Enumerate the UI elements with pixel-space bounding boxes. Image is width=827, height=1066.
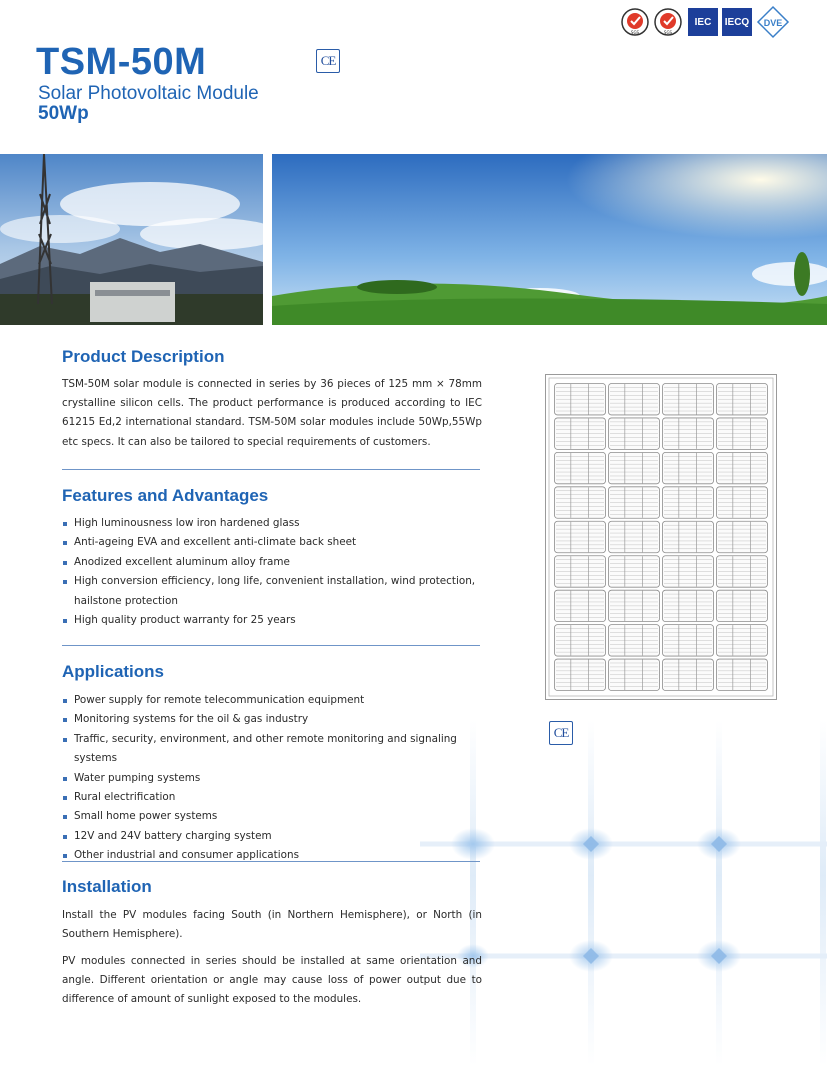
list-item: Anti-ageing EVA and excellent anti-climate back sheet xyxy=(62,533,484,552)
list-item: Power supply for remote telecommunication equipment xyxy=(62,691,484,710)
section-title-description: Product Description xyxy=(62,347,225,366)
list-item: Small home power systems xyxy=(62,807,484,826)
section-divider xyxy=(62,861,480,862)
product-subtitle: Solar Photovoltaic Module xyxy=(38,83,259,104)
sgs-badge-icon xyxy=(653,7,683,37)
solar-panel-illustration xyxy=(545,374,777,700)
product-power-rating: 50Wp xyxy=(38,103,89,124)
svg-text:SGS: SGS xyxy=(663,30,673,35)
list-item: Anodized excellent aluminum alloy frame xyxy=(62,553,484,572)
list-item: Other industrial and consumer applications xyxy=(62,846,484,865)
product-title: TSM-50M xyxy=(36,41,207,83)
iec-badge: IEC xyxy=(688,8,718,36)
section-divider xyxy=(62,645,480,646)
sgs-badge-icon xyxy=(620,7,650,37)
iecq-badge: IECQ xyxy=(722,8,752,36)
list-item: High conversion efficiency, long life, convenient installation, wind protection, hailstone protection xyxy=(62,572,484,611)
list-item: 12V and 24V battery charging system xyxy=(62,827,484,846)
telecom-tower-photo xyxy=(0,154,263,325)
list-item: Rural electrification xyxy=(62,788,484,807)
list-item: Traffic, security, environment, and other remote monitoring and signaling systems xyxy=(62,730,484,769)
description-text: TSM-50M solar module is connected in series by 36 pieces of 125 mm × 78mm crystalline silicon cells. The product performance is produced according to IEC 61215 Ed,2 international standard. TSM-50M solar modules include 50Wp,55Wp etc specs. It can also be tailored to special requirements of customers. xyxy=(62,378,482,448)
section-divider xyxy=(62,469,480,470)
installation-paragraph: Install the PV modules facing South (in Northern Hemisphere), or North (in Southern Hemisphere). xyxy=(62,909,482,941)
svg-text:SGS: SGS xyxy=(630,30,640,35)
applications-list xyxy=(62,691,484,866)
section-title-features: Features and Advantages xyxy=(62,486,269,505)
list-item: Water pumping systems xyxy=(62,769,484,788)
list-item: High quality product warranty for 25 years xyxy=(62,611,484,630)
landscape-photo xyxy=(272,154,827,325)
ce-mark-icon: CE xyxy=(316,49,340,73)
section-title-installation: Installation xyxy=(62,877,152,896)
installation-paragraph: PV modules connected in series should be installed at same orientation and angle. Different orientation or angle may cause loss of power output due to difference of amount of sunlight exposed to the modules. xyxy=(62,955,482,1006)
features-list xyxy=(62,514,484,630)
svg-text:DVE: DVE xyxy=(763,18,783,28)
ce-mark-icon: CE xyxy=(549,721,573,745)
list-item: High luminousness low iron hardened glass xyxy=(62,514,484,533)
list-item: Monitoring systems for the oil & gas industry xyxy=(62,710,484,729)
dve-badge-icon xyxy=(756,5,790,39)
certification-badges xyxy=(620,5,820,39)
section-title-applications: Applications xyxy=(62,662,165,681)
